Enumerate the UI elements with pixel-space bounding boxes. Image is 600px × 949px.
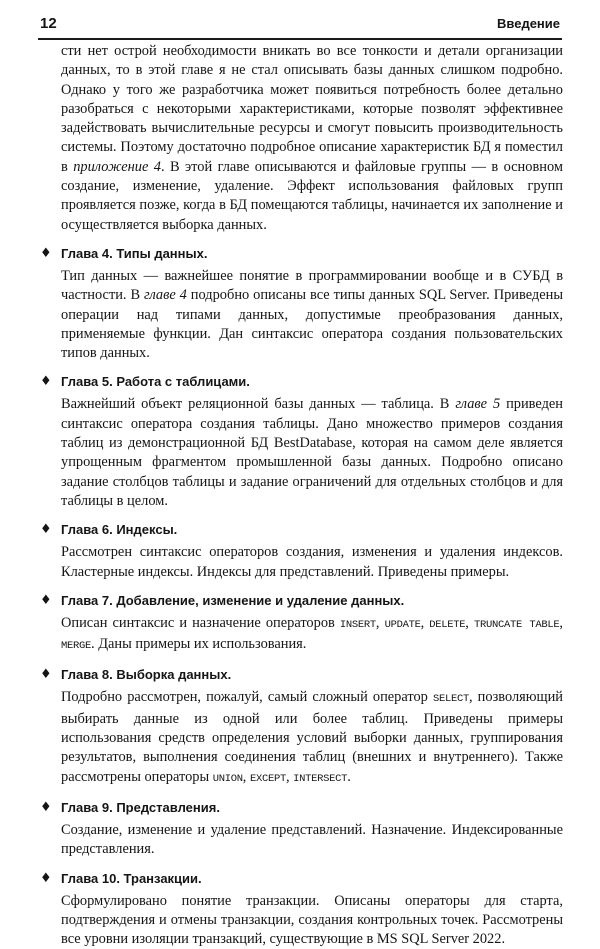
chapter-10-heading: ♦ Глава 10. Транзакции. <box>40 869 563 888</box>
diamond-bullet-icon: ♦ <box>40 665 52 684</box>
diamond-bullet-icon: ♦ <box>40 372 52 391</box>
sql-keyword: DELETE <box>429 619 465 631</box>
appendix-reference: приложение 4 <box>73 159 161 175</box>
sql-keyword: TRUNCATE TABLE <box>474 619 559 631</box>
sql-keyword: UNION <box>213 773 243 785</box>
sql-keyword: UPDATE <box>385 619 421 631</box>
page-header <box>38 12 562 40</box>
chapter-5-description: Важнейший объект реляционной базы данных — таблица. В главе 5 приведен синтаксис оператора создания таблицы. Дано множество примеров создания таблиц из демонстрационной БД BestDatabase, которая на самом деле является упрощенным фрагментом промышленной базы данных. Подробно описано задание столбцов таблицы и задание ограничений для отдельных столбцов и для таблицы в целом. <box>40 395 563 511</box>
chapter-5-heading: ♦ Глава 5. Работа с таблицами. <box>40 372 563 391</box>
diamond-bullet-icon: ♦ <box>40 591 52 610</box>
sql-keyword: EXCEPT <box>250 773 286 785</box>
intro-paragraph: сти нет острой необходимости вникать во все тонкости и детали организации данных, то в этой главе я не стал описывать базы данных слишком подробно. Однако у того же разработчика может появиться потребность более детально разобраться с некоторыми характеристиками, которые позволят эффективнее задействовать вычислительные ресурсы и смогут повысить производительность системы. Поэтому достаточно подробное описание характеристик БД я поместил в приложение 4. В этой главе описываются и файловые группы — в основном создание, изменение, удаление. Эффект использования файловых групп проявляется позже, когда в БД помещаются таблицы, начинается их заполнение и осуществляется выборка данных. <box>40 42 563 235</box>
sql-keyword: INTERSECT <box>293 773 347 785</box>
chapter-9-heading: ♦ Глава 9. Представления. <box>40 798 563 817</box>
diamond-bullet-icon: ♦ <box>40 798 52 817</box>
chapter-4-description: Тип данных — важнейшее понятие в программировании вообще и в СУБД в частности. В главе 4 подробно описаны все типы данных SQL Server. Приведены операции над типами данных, допустимые преобразования данных, применяемые функции. Дан синтаксис оператора создания пользовательских типов данных. <box>40 267 563 363</box>
diamond-bullet-icon: ♦ <box>40 244 52 263</box>
chapter-7-heading: ♦ Глава 7. Добавление, изменение и удаление данных. <box>40 591 563 610</box>
chapter-10-description: Сформулировано понятие транзакции. Описаны операторы для старта, подтверждения и отмены транзакции, создания контрольных точек. Рассмотрены все уровни изоляции транзакций, существующие в MS SQL Server 2022. <box>40 892 563 949</box>
chapter-7-description: Описан синтаксис и назначение операторов INSERT, UPDATE, DELETE, TRUNCATE TABLE, MERGE. Даны примеры их использования. <box>40 614 563 657</box>
diamond-bullet-icon: ♦ <box>40 869 52 888</box>
chapter-6-heading: ♦ Глава 6. Индексы. <box>40 520 563 539</box>
sql-keyword: INSERT <box>340 619 376 631</box>
page-number: 12 <box>40 15 57 32</box>
page-content <box>40 42 563 949</box>
chapter-6-description: Рассмотрен синтаксис операторов создания, изменения и удаления индексов. Кластерные индексы. Индексы для представлений. Приведены примеры. <box>40 543 563 582</box>
sql-keyword: SELECT <box>433 693 469 705</box>
diamond-bullet-icon: ♦ <box>40 520 52 539</box>
chapter-8-heading: ♦ Глава 8. Выборка данных. <box>40 665 563 684</box>
sql-keyword: MERGE <box>61 640 91 652</box>
running-title: Введение <box>497 16 560 31</box>
chapter-4-heading: ♦ Глава 4. Типы данных. <box>40 244 563 263</box>
chapter-8-description: Подробно рассмотрен, пожалуй, самый сложный оператор SELECT, позволяющий выбирать данные из одной или более таблиц. Приведены примеры использования средств определения условий выборки данных, группирования результатов, выполнения соединения таблиц (внешних и внутреннего). Также рассмотрены операторы UNION, EXCEPT, INTERSECT. <box>40 688 563 788</box>
chapter-9-description: Создание, изменение и удаление представлений. Назначение. Индексированные представления. <box>40 821 563 860</box>
